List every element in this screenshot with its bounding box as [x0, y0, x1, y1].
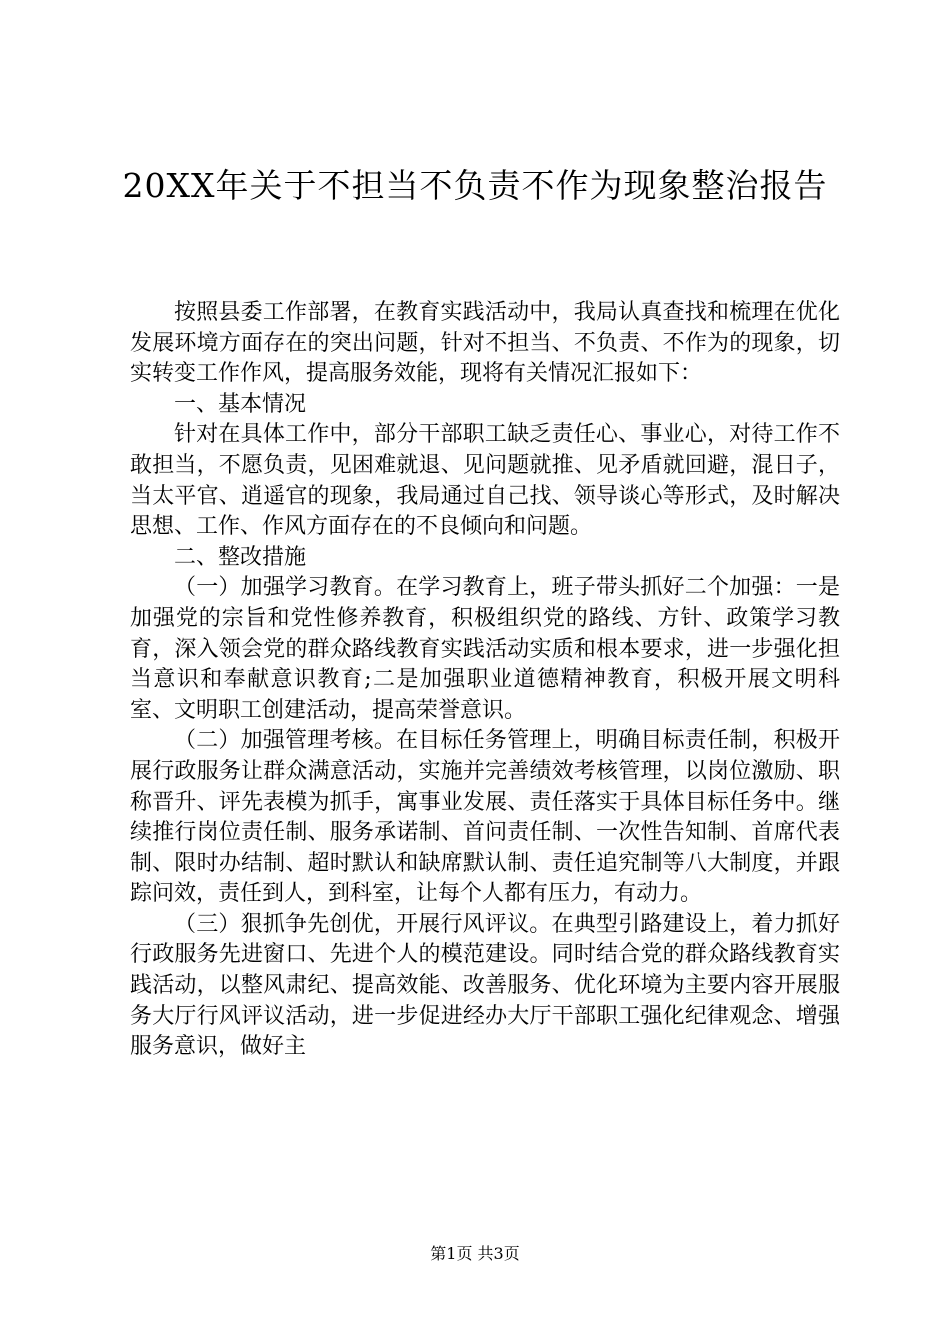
basic-situation-paragraph: 针对在具体工作中，部分干部职工缺乏责任心、事业心，对待工作不敢担当，不愿负责，见困难就退、见问题就推、见矛盾就回避，混日子，当太平官、逍遥官的现象，我局通过自己找、领导谈心等形式，及时解决思想、工作、作风方面存在的不良倾向和问题。: [130, 422, 840, 540]
section-heading-basic-situation: 一、基本情况: [174, 391, 307, 417]
measure-paragraph-1: （一）加强学习教育。在学习教育上，班子带头抓好二个加强：一是加强党的宗旨和党性修养教育，积极组织党的路线、方针、政策学习教育，深入领会党的群众路线教育实践活动实质和根本要求，进一步强化担当意识和奉献意识教育;二是加强职业道德精神教育，积极开展文明科室、文明职工创建活动，提高荣誉意识。: [130, 575, 840, 723]
intro-paragraph: 按照县委工作部署，在教育实践活动中，我局认真查找和梳理在优化发展环境方面存在的突出问题，针对不担当、不负责、不作为的现象，切实转变工作作风，提高服务效能，现将有关情况汇报如下：: [130, 300, 840, 387]
section-heading-rectification-measures: 二、整改措施: [174, 544, 307, 570]
measure-paragraph-3: （三）狠抓争先创优，开展行风评议。在典型引路建设上，着力抓好行政服务先进窗口、先进个人的模范建设。同时结合党的群众路线教育实践活动，以整风肃纪、提高效能、改善服务、优化环境为主要内容开展服务大厅行风评议活动，进一步促进经办大厅干部职工强化纪律观念、增强服务意识，做好主: [130, 911, 840, 1060]
page-footer: 第1页 共3页: [430, 1244, 520, 1263]
document-title: 20XX年关于不担当不负责不作为现象整治报告: [122, 166, 828, 205]
measure-paragraph-2: （二）加强管理考核。在目标任务管理上，明确目标责任制，积极开展行政服务让群众满意活动，实施并完善绩效考核管理，以岗位激励、职称晋升、评先表模为抓手，寓事业发展、责任落实于具体目标任务中。继续推行岗位责任制、服务承诺制、首问责任制、一次性告知制、首席代表制、限时办结制、超时默认和缺席默认制、责任追究制等八大制度，并跟踪问效，责任到人，到科室，让每个人都有压力，有动力。: [130, 728, 840, 907]
document-body: [130, 298, 840, 1063]
